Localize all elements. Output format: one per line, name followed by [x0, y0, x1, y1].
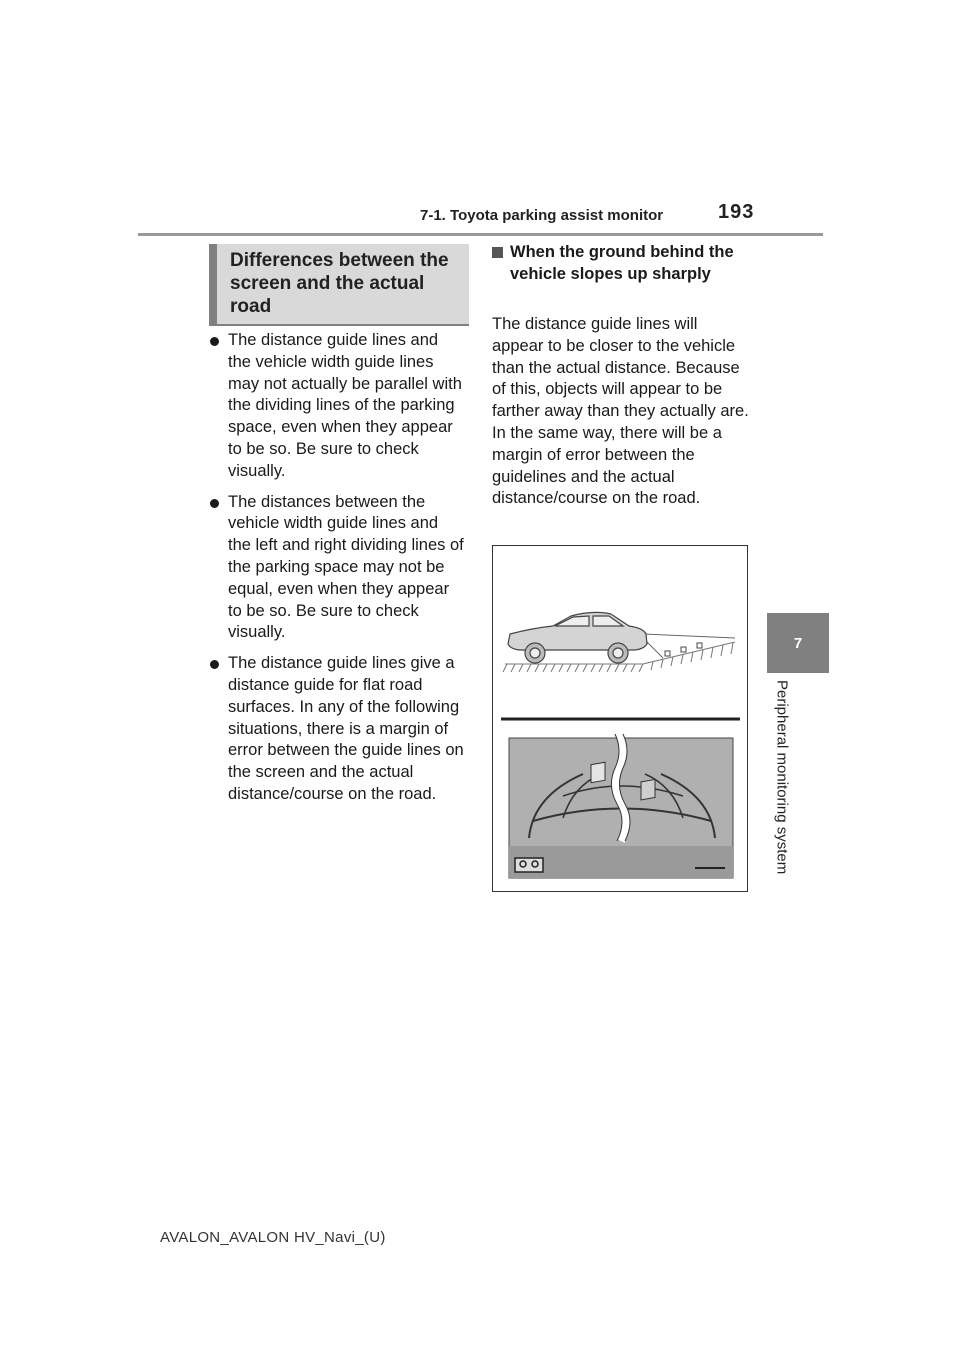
slope-hatching [643, 642, 735, 670]
ground-hatching [503, 664, 643, 672]
bullet-list [210, 330, 465, 815]
bullet-text: The distance guide lines give a distance guide for flat road surfaces. In any of the following situations, there is a margin of error between the guide lines on the screen and the actual distance/course on the road. [228, 654, 464, 803]
bullet-item [210, 330, 465, 483]
footer-model-id: AVALON_AVALON HV_Navi_(U) [160, 1229, 386, 1246]
guide-marker [697, 643, 702, 648]
chapter-tab [767, 613, 829, 673]
bullet-icon [210, 337, 219, 346]
header-rule [138, 233, 823, 236]
section-heading-box [209, 244, 469, 326]
guide-marker [665, 651, 670, 656]
bullet-icon [210, 499, 219, 508]
section-heading: Differences between the screen and the actual road [230, 250, 449, 317]
camera-view-toggle-icon [515, 858, 543, 872]
bullet-text: The distances between the vehicle width guide lines and the left and right dividing lines of the parking space may not be equal, even when they appear to be so. Be sure to check visually. [228, 492, 464, 642]
header-section-title: 7-1. Toyota parking assist monitor [420, 207, 664, 224]
bullet-icon [210, 660, 219, 669]
body-paragraph: The distance guide lines will appear to be closer to the vehicle than the actual distance. Because of this, objects will appear to be farther away than they actually are. In the same way, there will be a margin of error between the guidelines and the actual distance/course on the road. [492, 315, 749, 508]
subheading-text: When the ground behind the vehicle slopes up sharply [510, 243, 734, 283]
guide-marker [681, 647, 686, 652]
object-box-icon [591, 762, 605, 782]
camera-view-line [643, 634, 735, 638]
monitor-screen [509, 734, 733, 878]
illustration-figure [492, 545, 748, 892]
square-marker-icon [492, 247, 503, 258]
bullet-item [210, 492, 465, 645]
subheading [492, 241, 752, 285]
slope-illustration [493, 546, 747, 891]
bullet-item [210, 653, 465, 806]
object-box-icon [641, 779, 655, 799]
car-icon [508, 612, 647, 663]
bullet-text: The distance guide lines and the vehicle width guide lines may not actually be parallel with the dividing lines of the parking space, even when they appear to be so. Be sure to check visually. [228, 331, 462, 480]
chapter-title: Peripheral monitoring system [773, 680, 791, 875]
page-number: 193 [718, 201, 755, 223]
chapter-number: 7 [793, 634, 803, 652]
